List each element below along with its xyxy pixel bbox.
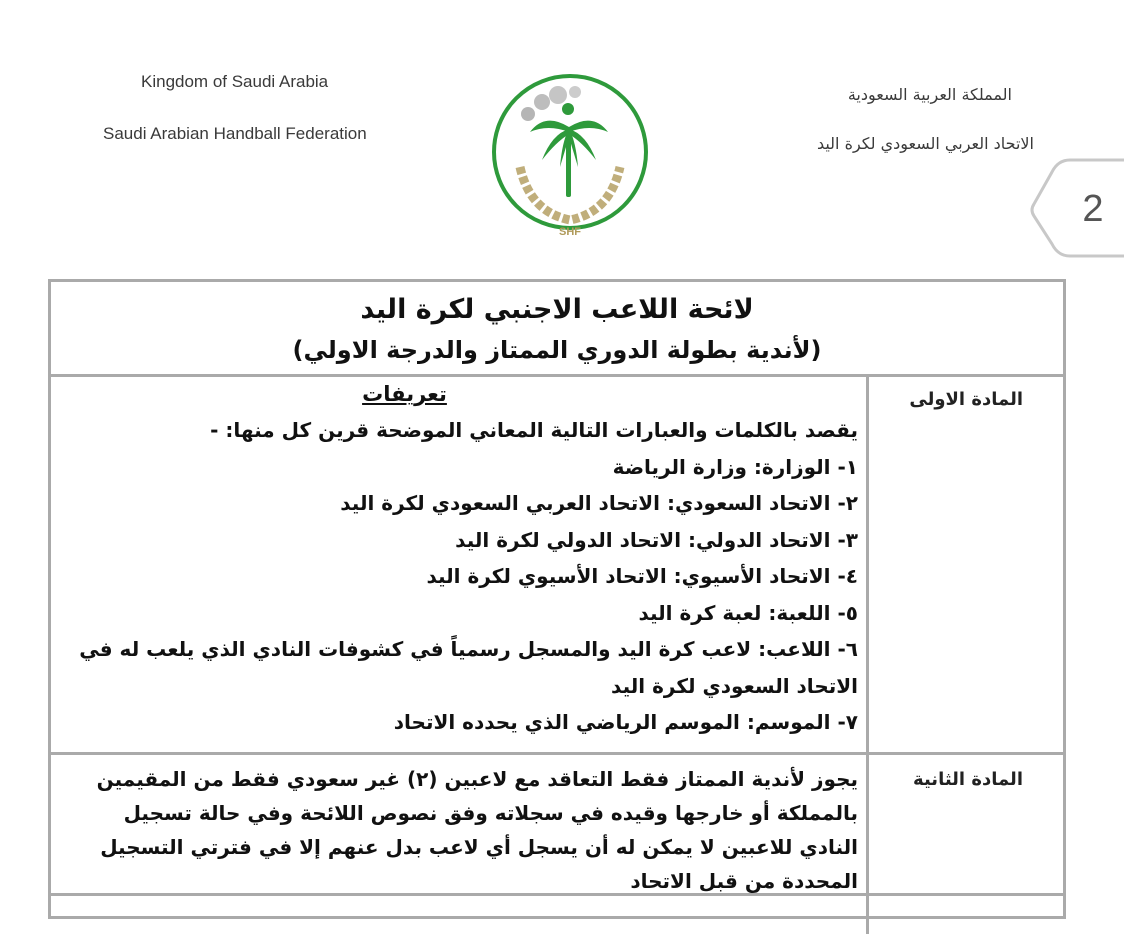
article-2-line: المحددة من قبل الاتحاد: [630, 869, 858, 893]
palm-tree-icon: [530, 121, 608, 197]
article-1-line: ٣- الاتحاد الدولي: الاتحاد الدولي لكرة اليد: [455, 527, 858, 552]
article-2-line: بالمملكة أو خارجها وقيده في سجلاته وفق نصوص اللائحة وفي حالة تسجيل: [123, 801, 858, 825]
article-1-label: المادة الاولى: [909, 389, 1023, 410]
article-2-line: يجوز لأندية الممتاز فقط التعاقد مع لاعبين (٢) غير سعودي فقط من المقيمين: [96, 767, 858, 791]
logo-abbreviation: SHF: [559, 226, 581, 238]
article-2-label: المادة الثانية: [913, 769, 1023, 790]
row-divider: [51, 752, 1063, 755]
article-1-content: [71, 382, 858, 741]
article-1-line: ٥- اللعبة: لعبة كرة اليد: [638, 600, 858, 625]
article-2-line: النادي للاعبين لا يمكن له أن يسجل أي لاعب بدل عنهم إلا في فترتي التسجيل: [100, 835, 858, 859]
page-number: 2: [1082, 188, 1104, 230]
article-1-line: ١- الوزارة: وزارة الرياضة: [612, 454, 858, 479]
article-1-line: الاتحاد السعودي لكرة اليد: [611, 673, 858, 698]
column-divider: [866, 374, 869, 934]
regulation-table: [48, 279, 1066, 919]
header-english-federation: Saudi Arabian Handball Federation: [103, 124, 367, 143]
article-1-line: ٦- اللاعب: لاعب كرة اليد والمسجل رسمياً في كشوفات النادي الذي يلعب له في: [79, 637, 858, 661]
title-row: [51, 282, 1063, 377]
document-subtitle: (لأندية بطولة الدوري الممتاز والدرجة الاولي): [292, 336, 822, 364]
article-1-line: ٤- الاتحاد الأسيوي: الاتحاد الأسيوي لكرة اليد: [426, 564, 858, 588]
header-english-kingdom: Kingdom of Saudi Arabia: [141, 72, 329, 91]
article-1-line: ٧- الموسم: الموسم الرياضي الذي يحدده الاتحاد: [393, 710, 858, 734]
definitions-heading: تعريفات: [362, 382, 447, 406]
article-1-line: ٢- الاتحاد السعودي: الاتحاد العربي السعودي لكرة اليد: [340, 491, 858, 515]
article-2-content: [76, 762, 858, 898]
article-1-line: يقصد بالكلمات والعبارات التالية المعاني الموضحة قرين كل منها: -: [210, 418, 858, 442]
federation-logo: [490, 72, 650, 242]
header-arabic-federation: الاتحاد العربي السعودي لكرة اليد: [816, 134, 1034, 153]
header-arabic-kingdom: المملكة العربية السعودية: [847, 85, 1012, 104]
document-title: لائحة اللاعب الاجنبي لكرة اليد: [360, 294, 754, 325]
